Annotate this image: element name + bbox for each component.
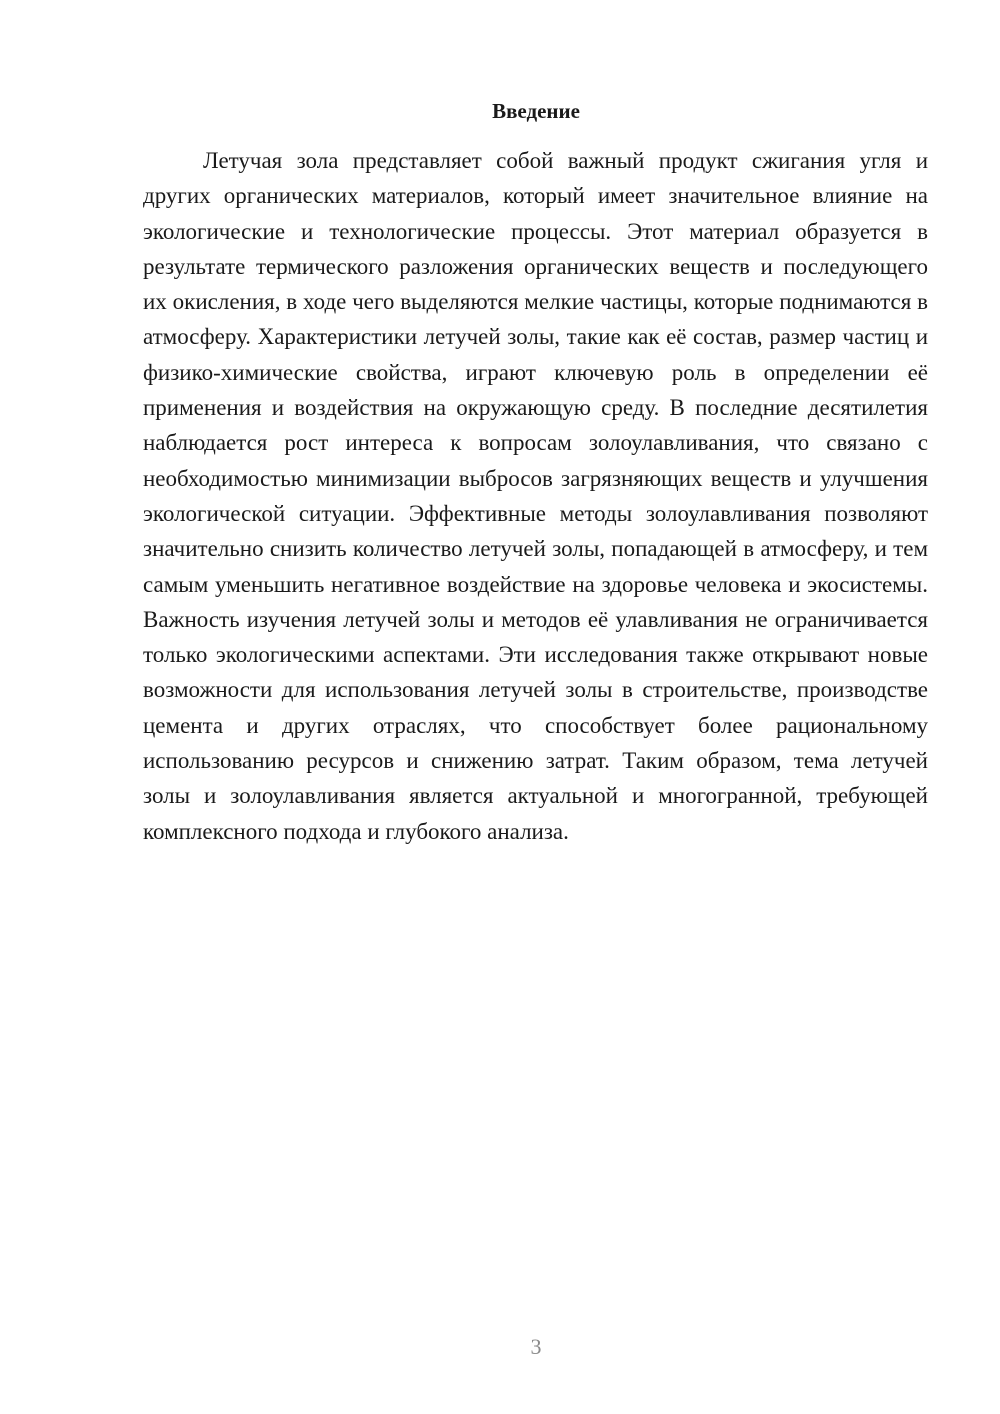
body-paragraph: Летучая зола представляет собой важный продукт сжигания угля и других органических материалов, который имеет значительное влияние на экологические и технологические процессы. Этот материал образуется в результате термического разложения органических веществ и последующего их окисления, в ходе чего выделяются мелкие частицы, которые поднимаются в атмосферу. Характеристики летучей золы, такие как её состав, размер частиц и физико-химические свойства, играют ключевую роль в определении её применения и воздействия на окружающую среду. В последние десятилетия наблюдается рост интереса к вопросам золоулавливания, что связано с необходимостью минимизации выбросов загрязняющих веществ и улучшения экологической ситуации. Эффективные методы золоулавливания позволяют значительно снизить количество летучей золы, попадающей в атмосферу, и тем самым уменьшить негативное воздействие на здоровье человека и экосистемы. Важность изучения летучей золы и методов её улавливания не ограничивается только экологическими аспектами. Эти исследования также открывают новые возможности для использования летучей золы в строительстве, производстве цемента и других отраслях, что способствует более рациональному использованию ресурсов и снижению затрат. Таким образом, тема летучей золы и золоулавливания является актуальной и многогранной, требующей комплексного подхода и глубокого анализа. bbox=[143, 148, 928, 844]
page-number: 3 bbox=[530, 1334, 542, 1359]
section-title: Введение bbox=[492, 99, 580, 123]
